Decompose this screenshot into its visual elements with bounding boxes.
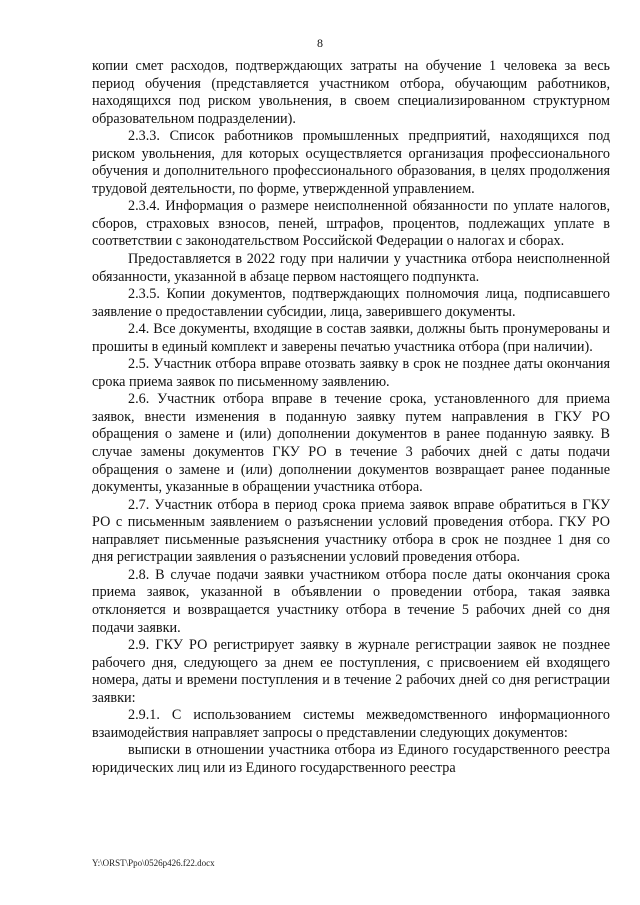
paragraph-egrul-extract: выписки в отношении участника отбора из Единого государственного реестра юридических лиц или из Единого государственного реестра <box>92 742 610 776</box>
paragraph-2-7: 2.7. Участник отбора в период срока приема заявок вправе обратиться в ГКУ РО с письменным заявлением о разъяснении условий проведения отбора. ГКУ РО направляет письменные разъяснения участнику отбора в срок не позднее 1 дня со дня регистрации заявления о разъяснении условий проведения отбора. <box>92 496 610 566</box>
paragraph-2-8: 2.8. В случае подачи заявки участником отбора после даты окончания срока приема заявок, указанной в объявлении о проведении отбора, такая заявка отклоняется и возвращается участнику отбора в течение 5 рабочих дней со дня подачи заявки. <box>92 566 610 636</box>
paragraph-2-9-1: 2.9.1. С использованием системы межведомственного информационного взаимодействия направляет запросы о представлении следующих документов: <box>92 707 610 741</box>
paragraph-2-3-3: 2.3.3. Список работников промышленных предприятий, находящихся под риском увольнения, для которых осуществляется организация профессионального обучения и дополнительного профессионального образования, в целях продолжения трудовой деятельности, по форме, утвержденной управлением. <box>92 128 610 197</box>
paragraph-2-3-5: 2.3.5. Копии документов, подтверждающих полномочия лица, подписавшего заявление о предоставлении субсидии, лица, заверившего документы. <box>92 286 610 320</box>
paragraph-2-6: 2.6. Участник отбора вправе в течение срока, установленного для приема заявок, внести изменения в поданную заявку путем направления в ГКУ РО обращения о замене и (или) дополнении документов в ранее поданную заявку. В случае замены документов ГКУ РО в течение 3 рабочих дней с даты подачи обращения о замене и (или) дополнении документов возвращает ранее поданные документы, указанные в обращении участника отбора. <box>92 391 610 496</box>
paragraph-2-3-4: 2.3.4. Информация о размере неисполненной обязанности по уплате налогов, сборов, страховых взносов, пеней, штрафов, процентов, подлежащих уплате в соответствии с законодательством Российской Федерации о налогах и сборах. <box>92 198 610 250</box>
footer-file-path: Y:\ORST\Ppo\0526p426.f22.docx <box>92 858 215 868</box>
paragraph-2-9: 2.9. ГКУ РО регистрирует заявку в журнале регистрации заявок не позднее рабочего дня, следующего за днем ее поступления, с присвоением ей входящего номера, даты и времени поступления и в течение 2 рабочих дней со дня регистрации заявки: <box>92 637 610 706</box>
paragraph-2-4: 2.4. Все документы, входящие в состав заявки, должны быть пронумерованы и прошиты в единый комплект и заверены печатью участника отбора (при наличии). <box>92 321 610 355</box>
paragraph-2022-note: Предоставляется в 2022 году при наличии у участника отбора неисполненной обязанности, указанной в абзаце первом настоящего подпункта. <box>92 251 610 285</box>
paragraph-smeta-copies: копии смет расходов, подтверждающих затраты на обучение 1 человека за весь период обучения (представляется участником отбора, обучающим работников, находящихся под риском увольнения, в своем специализированном структурном образовательном подразделении). <box>92 58 610 127</box>
document-body <box>92 58 610 777</box>
page-number: 8 <box>317 36 323 50</box>
paragraph-2-5: 2.5. Участник отбора вправе отозвать заявку в срок не позднее даты окончания срока приема заявок по письменному заявлению. <box>92 356 610 390</box>
